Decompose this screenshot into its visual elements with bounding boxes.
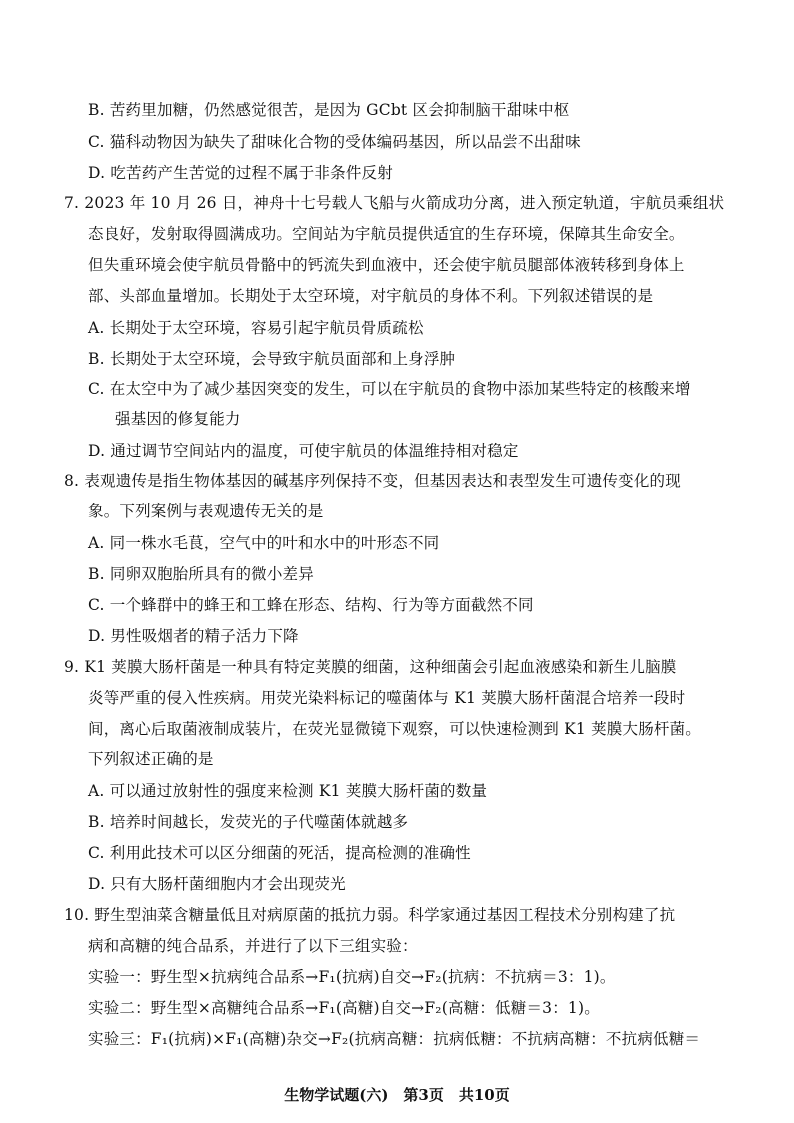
option-7d: D. 通过调节空间站内的温度，可使宇航员的体温维持相对稳定 — [88, 442, 519, 460]
question-7-line-2: 态良好，发射取得圆满成功。空间站为宇航员提供适宜的生存环境，保障其生命安全。 — [88, 225, 685, 243]
page-footer: 生物学试题(六) 第3页 共10页 — [284, 1086, 510, 1104]
option-7c-line-1: C. 在太空中为了减少基因突变的发生，可以在宇航员的食物中添加某些特定的核酸来增 — [88, 380, 691, 398]
question-9-line-2: 炎等严重的侵入性疾病。用荧光染料标记的噬菌体与 K1 荚膜大肠杆菌混合培养一段时 — [88, 689, 686, 707]
option-9d: D. 只有大肠杆菌细胞内才会出现荧光 — [88, 875, 346, 893]
question-9-line-3: 间，离心后取菌液制成装片，在荧光显微镜下观察，可以快速检测到 K1 荚膜大肠杆菌。 — [88, 720, 701, 738]
question-9-line-1: 9. K1 荚膜大肠杆菌是一种具有特定荚膜的细菌，这种细菌会引起血液感染和新生儿脑膜 — [64, 658, 677, 676]
question-8-line-2: 象。下列案例与表观遗传无关的是 — [88, 502, 324, 520]
option-8a: A. 同一株水毛茛，空气中的叶和水中的叶形态不同 — [88, 534, 440, 552]
option-6b: B. 苦药里加糖，仍然感觉很苦，是因为 GCbt 区会抑制脑干甜味中枢 — [88, 101, 570, 119]
question-7-line-4: 部、头部血量增加。长期处于太空环境，对宇航员的身体不利。下列叙述错误的是 — [88, 287, 654, 305]
option-9c: C. 利用此技术可以区分细菌的死活，提高检测的准确性 — [88, 844, 471, 862]
option-7a: A. 长期处于太空环境，容易引起宇航员骨质疏松 — [88, 319, 424, 337]
experiment-2: 实验二：野生型×高糖纯合品系→F₁(高糖)自交→F₂(高糖：低糖＝3：1)。 — [88, 999, 600, 1017]
option-6d: D. 吃苦药产生苦觉的过程不属于非条件反射 — [88, 164, 393, 182]
option-7c-line-2: 强基因的修复能力 — [115, 410, 241, 428]
question-10-line-1: 10. 野生型油菜含糖量低且对病原菌的抵抗力弱。科学家通过基因工程技术分别构建了抗 — [64, 906, 676, 924]
question-9-line-4: 下列叙述正确的是 — [88, 750, 214, 768]
option-9b: B. 培养时间越长，发荧光的子代噬菌体就越多 — [88, 813, 409, 831]
option-6c: C. 猫科动物因为缺失了甜味化合物的受体编码基因，所以品尝不出甜味 — [88, 133, 581, 151]
question-8-line-1: 8. 表观遗传是指生物体基因的碱基序列保持不变，但基因表达和表型发生可遗传变化的现 — [64, 472, 681, 490]
option-8b: B. 同卵双胞胎所具有的微小差异 — [88, 565, 314, 583]
question-7-line-1: 7. 2023 年 10 月 26 日，神舟十七号载人飞船与火箭成功分离，进入预定轨道，宇航员乘组状 — [64, 194, 725, 212]
option-8c: C. 一个蜂群中的蜂王和工蜂在形态、结构、行为等方面截然不同 — [88, 596, 534, 614]
question-10-line-2: 病和高糖的纯合品系，并进行了以下三组实验： — [88, 937, 418, 955]
experiment-1: 实验一：野生型×抗病纯合品系→F₁(抗病)自交→F₂(抗病：不抗病＝3：1)。 — [88, 968, 616, 986]
experiment-3: 实验三：F₁(抗病)×F₁(高糖)杂交→F₂(抗病高糖：抗病低糖：不抗病高糖：不抗病低糖＝ — [88, 1030, 701, 1048]
option-9a: A. 可以通过放射性的强度来检测 K1 荚膜大肠杆菌的数量 — [88, 782, 488, 800]
option-8d: D. 男性吸烟者的精子活力下降 — [88, 627, 299, 645]
question-7-line-3: 但失重环境会使宇航员骨骼中的钙流失到血液中，还会使宇航员腿部体液转移到身体上 — [88, 256, 685, 274]
option-7b: B. 长期处于太空环境，会导致宇航员面部和上身浮肿 — [88, 350, 456, 368]
